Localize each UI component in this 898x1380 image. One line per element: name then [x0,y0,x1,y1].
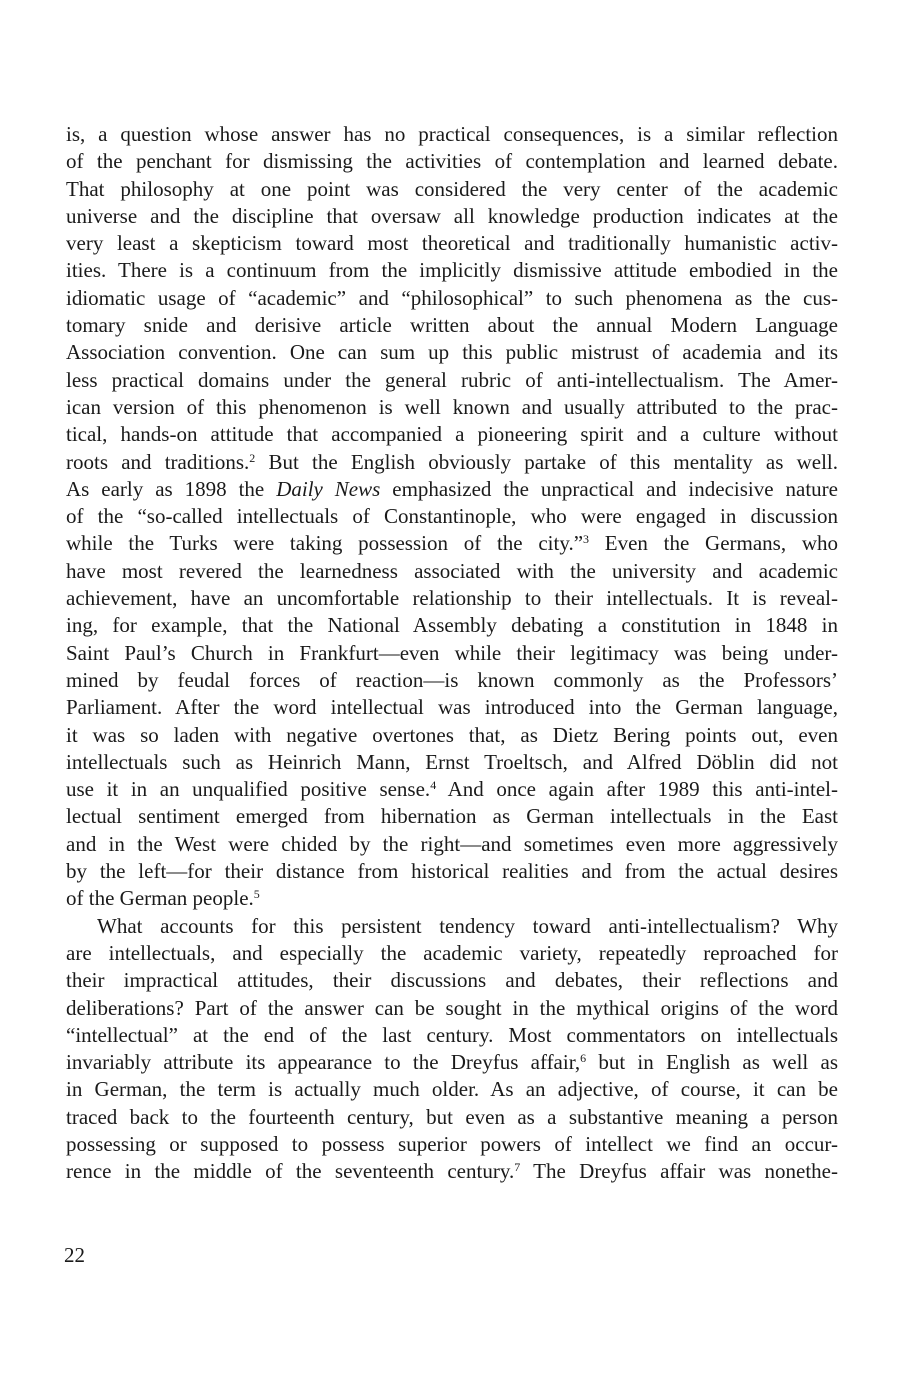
text-line [66,585,838,612]
text-line [66,121,838,148]
text-run: while the Turks were taking possession of the city.” [66,531,584,556]
text-line [66,257,838,284]
text-run: rence in the middle of the seventeenth century. [66,1159,515,1184]
text-line [66,230,838,257]
text-run: are intellectuals, and especially the academic variety, repeatedly reproached for [66,940,838,965]
text-run: is, a question whose answer has no practical consequences, is a similar reflection [66,122,838,146]
text-line [66,1131,838,1158]
text-run: and in the West were chided by the right—and sometimes even more aggressively [66,831,838,856]
text-line [66,967,838,994]
text-line [66,913,838,940]
text-line [66,858,838,885]
text-line [66,203,838,230]
page-number: 22 [64,1243,85,1267]
text-run: traced back to the fourteenth century, but even as a substantive meaning a person [66,1104,838,1129]
text-run: have most revered the learnedness associated with the university and academic [66,558,838,583]
text-run: Saint Paul’s Church in Frankfurt—even while their legitimacy was being under- [66,640,838,665]
text-run: deliberations? Part of the answer can be sought in the mythical origins of the word [66,995,838,1020]
footnote-marker[interactable]: 5 [253,887,260,902]
text-run: emphasized the unpractical and indecisive nature [380,476,838,501]
text-run: roots and traditions. [66,449,250,474]
text-run: But the English obviously partake of this mentality as well. [255,449,838,474]
text-run: ities. There is a continuum from the implicitly dismissive attitude embodied in the [66,258,838,283]
text-line [66,421,838,448]
text-line [66,148,838,175]
text-line [66,776,838,803]
text-run: ican version of this phenomenon is well known and usually attributed to the prac- [66,394,838,419]
text-line [66,1104,838,1131]
text-line [66,176,838,203]
text-run: The Dreyfus affair was nonethe- [520,1159,838,1184]
text-run: tomary snide and derisive article written about the annual Modern Language [66,313,838,338]
text-run: less practical domains under the general rubric of anti-intellectualism. The Amer- [66,367,838,392]
text-run: of the German people. [66,886,254,911]
text-line [66,530,838,557]
text-line [66,694,838,721]
text-line [66,831,838,858]
text-line [66,312,838,339]
text-line [66,940,838,967]
text-run: mined by feudal forces of reaction—is known commonly as the Professors’ [66,667,838,692]
text-line [66,339,838,366]
text-run: And once again after 1989 this anti-intel- [436,777,838,802]
text-line [66,449,838,476]
text-run: Association convention. One can sum up this public mistrust of academia and its [66,340,838,365]
text-line [66,667,838,694]
text-line [66,394,838,421]
text-line [66,803,838,830]
text-line [66,1022,838,1049]
text-line [66,1158,838,1185]
text-line [66,1049,838,1076]
text-run: universe and the discipline that oversaw all knowledge production indicates at the [66,203,838,228]
text-run: “intellectual” at the end of the last century. Most commentators on intellectuals [66,1022,838,1047]
text-run: very least a skepticism toward most theoretical and traditionally humanistic activ- [66,231,838,256]
text-run: Parliament. After the word intellectual was introduced into the German language, [66,695,838,720]
text-line [66,503,838,530]
text-run: As early as 1898 the [66,476,277,501]
text-line [66,285,838,312]
footnote-marker[interactable]: 2 [249,450,256,465]
text-run: lectual sentiment emerged from hibernation as German intellectuals in the East [66,804,838,829]
text-run: it was so laden with negative overtones that, as Dietz Bering points out, even [66,722,838,747]
text-line [66,640,838,667]
paragraph [66,121,838,913]
footnote-marker[interactable]: 7 [514,1160,521,1175]
text-run: achievement, have an uncomfortable relationship to their intellectuals. It is reveal- [66,586,838,611]
text-run: possessing or supposed to possess superior powers of intellect we find an occur- [66,1131,838,1156]
footnote-marker[interactable]: 4 [430,778,437,793]
text-run: Even the Germans, who [589,531,838,556]
italic-title: Daily News [276,476,381,501]
text-line [66,1076,838,1103]
text-run: by the left—for their distance from historical realities and from the actual desires [66,859,838,884]
text-run: tical, hands-on attitude that accompanied a pioneering spirit and a culture without [66,422,838,447]
footnote-marker[interactable]: 3 [583,532,590,547]
paragraph [66,913,838,1186]
text-line [66,558,838,585]
text-run: What accounts for this persistent tendency toward anti-intellectualism? Why [97,913,838,938]
text-run: That philosophy at one point was considered the very center of the academic [66,176,838,201]
footnote-marker[interactable]: 6 [580,1051,587,1066]
text-run: idiomatic usage of “academic” and “philosophical” to such phenomena as the cus- [66,285,838,310]
text-run: use it in an unqualified positive sense. [66,777,431,802]
text-line [66,722,838,749]
text-run: intellectuals such as Heinrich Mann, Ernst Troeltsch, and Alfred Döblin did not [66,749,838,774]
text-line [66,749,838,776]
text-line [66,995,838,1022]
text-run: of the “so-called intellectuals of Constantinople, who were engaged in discussion [66,504,838,529]
text-line [66,885,838,912]
text-run: their impractical attitudes, their discussions and debates, their reflections and [66,968,838,993]
text-line [66,612,838,639]
text-run: but in English as well as [586,1050,838,1075]
text-line [66,367,838,394]
text-line [66,476,838,503]
text-run: in German, the term is actually much older. As an adjective, of course, it can be [66,1077,838,1102]
text-run: ing, for example, that the National Assembly debating a constitution in 1848 in [66,613,838,638]
text-run: of the penchant for dismissing the activities of contemplation and learned debate. [66,149,838,174]
text-run: invariably attribute its appearance to the Dreyfus affair, [66,1050,581,1075]
body-text [66,121,838,1186]
